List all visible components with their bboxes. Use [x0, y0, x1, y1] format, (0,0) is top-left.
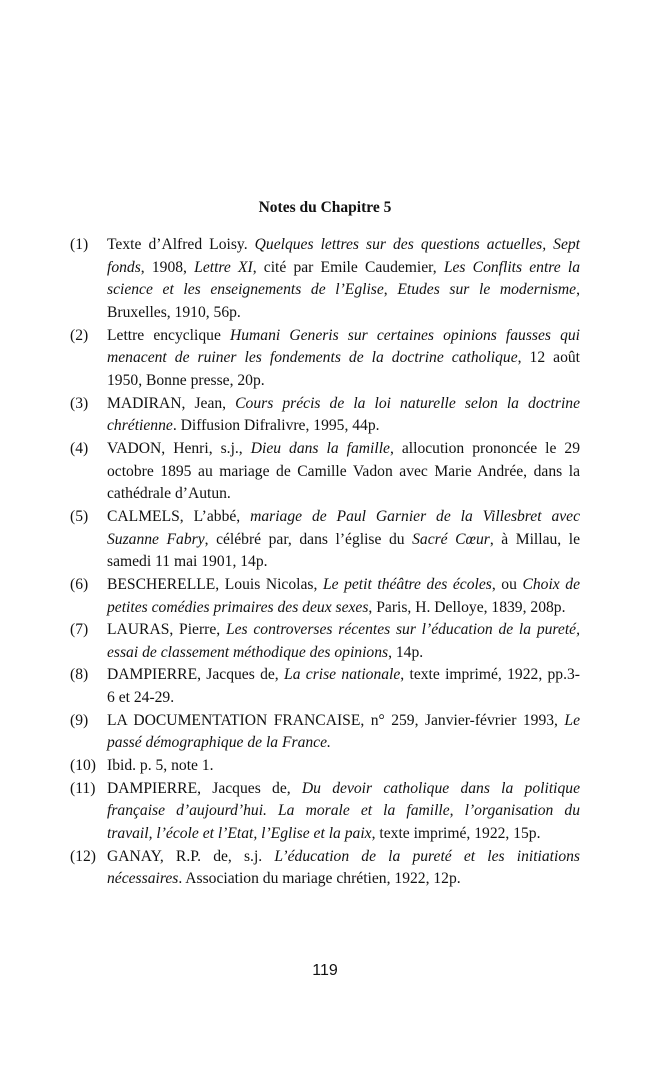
- note-text-segment: , allocution prononcée le 29: [389, 439, 581, 457]
- note-line: [107, 393, 580, 416]
- italic-title-text: Humani Generis sur certaines opinions fausses qui: [229, 326, 581, 344]
- note-text-segment: , 14p.: [388, 643, 424, 661]
- note-line: [107, 619, 580, 642]
- note-item: [70, 778, 580, 846]
- note-text-segment: ,: [383, 281, 398, 299]
- note-text-segment: VADON, Henri, s.j.,: [107, 439, 251, 457]
- note-text-segment: , 12 août: [517, 349, 581, 367]
- note-text-segment: Bruxelles, 1910, 56p.: [107, 303, 241, 321]
- note-text-segment: . Diffusion Difralivre, 1995, 44p.: [172, 417, 380, 435]
- italic-title-text: science et les enseignements de l’Eglise: [107, 281, 384, 299]
- note-text-segment: GANAY, R.P. de, s.j.: [107, 847, 275, 865]
- note-text-segment: MADIRAN, Jean,: [107, 394, 236, 412]
- note-text: [107, 778, 580, 846]
- note-text: [107, 574, 580, 619]
- note-line: [107, 710, 580, 733]
- note-line: [107, 664, 580, 687]
- note-line: [107, 687, 580, 710]
- note-text: [107, 664, 580, 709]
- note-number: (12): [70, 847, 96, 865]
- note-text-segment: LA DOCUMENTATION FRANCAISE, n° 259, Janvier-février 1993,: [107, 711, 565, 729]
- italic-title-text: Cours précis de la loi naturelle selon la doctrine: [235, 394, 580, 412]
- note-line: [107, 868, 580, 891]
- note-text-segment: Ibid. p. 5, note 1.: [107, 757, 214, 775]
- note-number: (7): [70, 621, 89, 639]
- note-text-segment: Lettre encyclique: [107, 326, 230, 344]
- italic-title-text: fonds: [107, 258, 141, 276]
- note-line: [107, 846, 580, 869]
- italic-title-text: travail, l’école et l’Etat, l’Eglise et la paix: [107, 825, 372, 843]
- italic-title-text: Lettre XI: [194, 258, 253, 276]
- note-item: [70, 755, 580, 778]
- note-text-segment: Texte d’Alfred Loisy.: [107, 236, 255, 253]
- italic-title-text: Du devoir catholique dans la politique: [301, 779, 580, 797]
- note-line: [107, 257, 580, 280]
- note-text-segment: DAMPIERRE, Jacques de,: [107, 666, 285, 684]
- note-item: [70, 664, 580, 709]
- note-text: [107, 755, 580, 778]
- italic-title-text: chrétienne: [107, 417, 173, 435]
- note-number: (2): [70, 326, 89, 344]
- note-text-segment: DAMPIERRE, Jacques de,: [107, 779, 302, 797]
- note-line: [107, 438, 580, 461]
- note-text: [107, 710, 580, 755]
- note-line: [107, 483, 580, 506]
- note-text-segment: , Paris, H. Delloye, 1839, 208p.: [368, 598, 566, 616]
- note-text-segment: BESCHERELLE, Louis Nicolas,: [107, 575, 323, 593]
- note-item: [70, 506, 580, 574]
- note-item: [70, 574, 580, 619]
- note-text-segment: , ou: [491, 575, 523, 593]
- notes-list: [70, 234, 580, 891]
- note-line: [107, 778, 580, 801]
- note-item: [70, 619, 580, 664]
- note-item: [70, 438, 580, 506]
- note-line: [107, 642, 580, 665]
- note-item: [70, 393, 580, 438]
- page-number: 119: [312, 962, 338, 979]
- note-line: [107, 574, 580, 597]
- italic-title-text: Les Conflits entre la: [443, 258, 580, 276]
- note-line: [107, 234, 580, 257]
- italic-title-text: Choix de: [522, 575, 580, 593]
- note-text: [107, 619, 580, 664]
- note-text-segment: , 1908,: [140, 258, 195, 276]
- note-text: [107, 325, 580, 393]
- note-text-segment: , célébré par, dans l’église du: [204, 530, 413, 548]
- note-text: [107, 846, 580, 891]
- note-line: [107, 461, 580, 484]
- note-text-segment: 1950, Bonne presse, 20p.: [107, 371, 265, 389]
- note-text: [107, 234, 580, 325]
- note-number: (6): [70, 575, 89, 593]
- italic-title-text: Etudes sur le modernisme: [397, 281, 577, 299]
- note-line: [107, 279, 580, 302]
- note-text-segment: , texte imprimé, 1922, pp.3-: [400, 666, 580, 684]
- chapter-notes-title: Notes du Chapitre 5: [258, 199, 392, 216]
- note-line: [107, 755, 580, 778]
- note-text-segment: 6 et 24-29.: [107, 689, 175, 707]
- note-line: [107, 823, 580, 846]
- note-number: (1): [70, 236, 89, 253]
- note-line: [107, 551, 580, 574]
- note-item: [70, 325, 580, 393]
- italic-title-text: mariage de Paul Garnier de la Villesbret avec: [250, 507, 580, 525]
- note-line: [107, 415, 580, 438]
- italic-title-text: La crise nationale: [284, 666, 401, 684]
- note-number: (10): [70, 757, 96, 775]
- note-number: (3): [70, 394, 89, 412]
- italic-title-text: Les controverses récentes sur l’éducation de la pureté,: [225, 621, 580, 639]
- italic-title-text: L’éducation de la pureté et les initiations: [274, 847, 580, 865]
- italic-title-text: petites comédies primaires des deux sexes: [107, 598, 369, 616]
- note-number: (5): [70, 507, 89, 525]
- italic-title-text: Suzanne Fabry: [107, 530, 205, 548]
- note-text-segment: , à Millau, le: [489, 530, 581, 548]
- note-line: [107, 800, 580, 823]
- note-text-segment: CALMELS, L’abbé,: [107, 507, 251, 525]
- note-text-segment: . Association du mariage chrétien, 1922, 12p.: [178, 870, 461, 888]
- note-text: [107, 506, 580, 574]
- note-line: [107, 347, 580, 370]
- note-number: (11): [70, 779, 96, 797]
- note-item: [70, 234, 580, 325]
- italic-title-text: française d’aujourd’hui. La morale et la famille, l’organisation du: [107, 802, 580, 820]
- note-line: [107, 732, 580, 755]
- italic-title-text: Dieu dans la famille: [250, 439, 390, 457]
- note-text-segment: octobre 1895 au mariage de Camille Vadon avec Marie Andrée, dans la: [107, 462, 580, 480]
- italic-title-text: passé démographique de la France.: [107, 734, 331, 752]
- note-text-segment: , cité par Emile Caudemier,: [252, 258, 444, 276]
- note-line: [107, 370, 580, 393]
- note-line: [107, 506, 580, 529]
- italic-title-text: essai de classement méthodique des opinions: [107, 643, 389, 661]
- italic-title-text: nécessaires: [107, 870, 179, 888]
- italic-title-text: Quelques lettres sur des questions actuelles, Sept: [254, 236, 580, 253]
- note-text-segment: LAURAS, Pierre,: [107, 621, 226, 639]
- note-number: (4): [70, 439, 89, 457]
- note-text-segment: , texte imprimé, 1922, 15p.: [371, 825, 541, 843]
- note-number: (9): [70, 711, 89, 729]
- note-number: (8): [70, 666, 89, 684]
- note-text-segment: cathédrale d’Autun.: [107, 485, 231, 503]
- italic-title-text: Sacré Cœur: [412, 530, 490, 548]
- italic-title-text: Le: [564, 711, 580, 729]
- note-line: [107, 597, 580, 620]
- italic-title-text: menacent de ruiner les fondements de la doctrine catholique: [107, 349, 518, 367]
- note-item: [70, 846, 580, 891]
- note-text: [107, 393, 580, 438]
- note-line: [107, 302, 580, 325]
- note-line: [107, 529, 580, 552]
- note-line: [107, 325, 580, 348]
- note-text-segment: samedi 11 mai 1901, 14p.: [107, 553, 268, 571]
- italic-title-text: Le petit théâtre des écoles: [322, 575, 492, 593]
- note-text: [107, 438, 580, 506]
- note-text-segment: ,: [576, 281, 581, 299]
- note-item: [70, 710, 580, 755]
